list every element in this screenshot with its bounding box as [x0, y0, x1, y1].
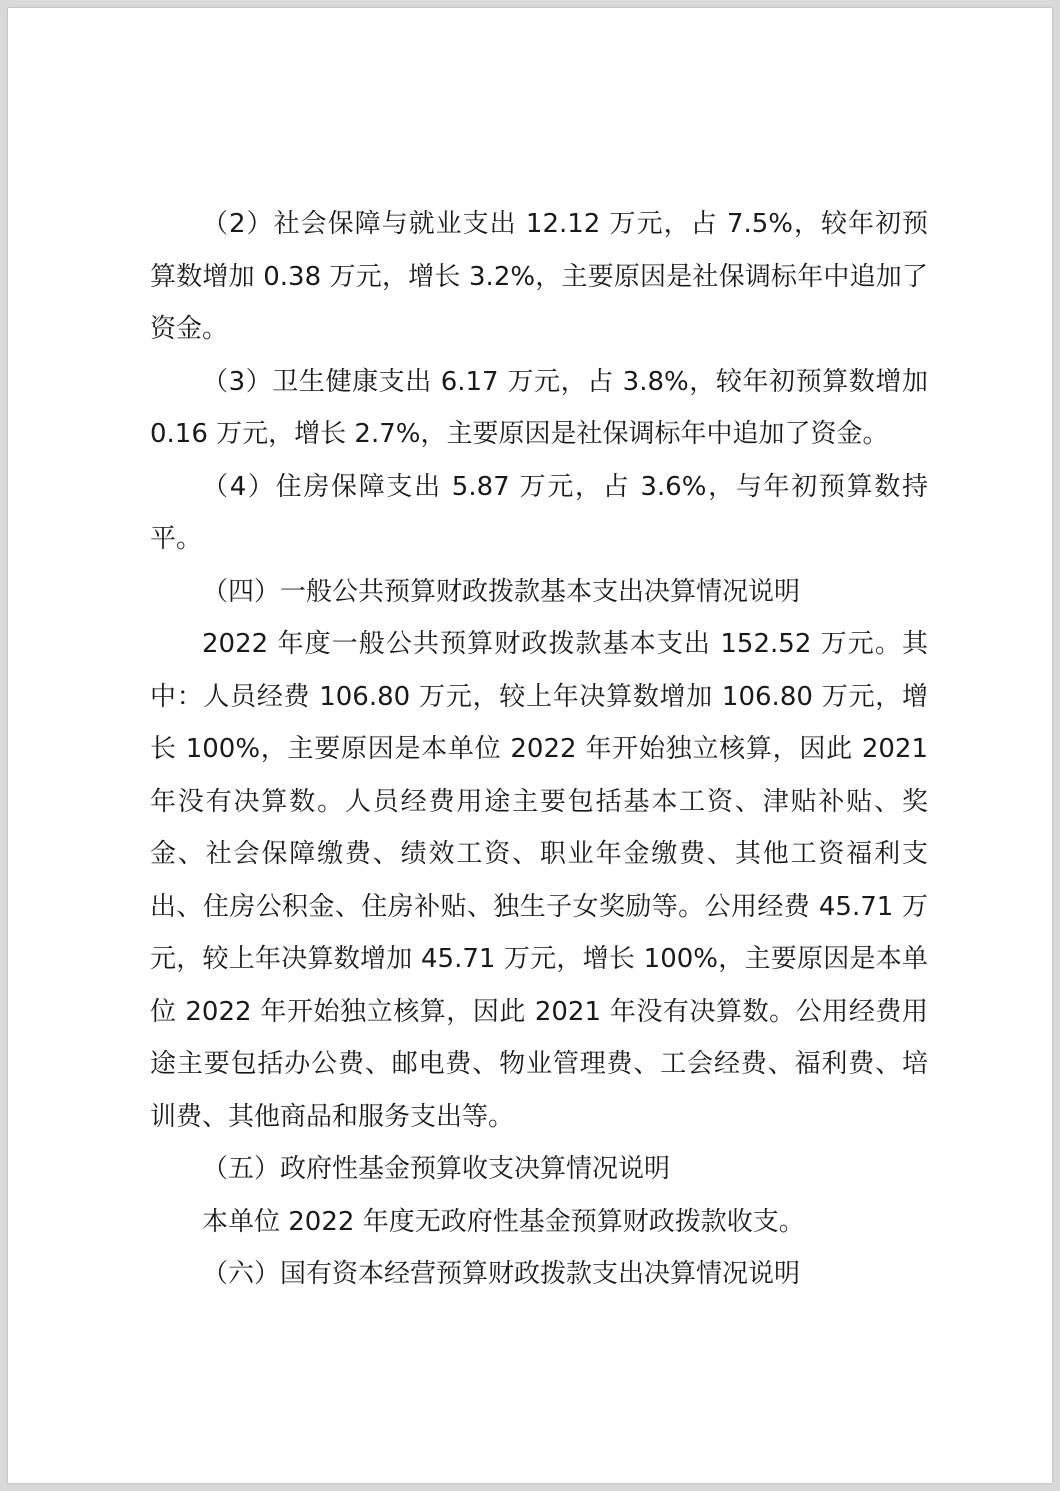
- document-page: [8, 8, 1052, 1483]
- document-body: [150, 198, 928, 1301]
- paragraph-housing-expenditure: （4）住房保障支出 5.87 万元，占 3.6%，与年初预算数持平。: [150, 471, 928, 554]
- section-heading-state-capital: （六）国有资本经营预算财政拨款支出决算情况说明: [202, 1259, 801, 1289]
- section-heading-government-fund: （五）政府性基金预算收支决算情况说明: [202, 1154, 671, 1184]
- paragraph-government-fund: 本单位 2022 年度无政府性基金预算财政拨款收支。: [202, 1206, 805, 1237]
- paragraph-basic-expenditure: 2022 年度一般公共预算财政拨款基本支出 152.52 万元。其中：人员经费 106.80 万元，较上年决算数增加 106.80 万元，增长 100%，主要原因是本单位 2022 年开始独立核算，因此 2021 年没有决算数。人员经费用途主要包括基本工资、津贴补贴、奖金、社会保障缴费、绩效工资、职业年金缴费、其他工资福利支出、住房公积金、住房补贴、独生子女奖励等。公用经费 45.71 万元，较上年决算数增加 45.71 万元，增长 100%，主要原因是本单位 2022 年开始独立核算，因此 2021 年没有决算数。公用经费用途主要包括办公费、邮电费、物业管理费、工会经费、福利费、培训费、其他商品和服务支出等。: [150, 629, 928, 1132]
- section-heading-basic-expenditure: （四）一般公共预算财政拨款基本支出决算情况说明: [202, 576, 801, 607]
- paragraph-health-expenditure: （3）卫生健康支出 6.17 万元，占 3.8%，较年初预算数增加 0.16 万元，增长 2.7%，主要原因是社保调标年中追加了资金。: [150, 366, 928, 449]
- paragraph-social-security-expenditure: （2）社会保障与就业支出 12.12 万元，占 7.5%，较年初预算数增加 0.38 万元，增长 3.2%，主要原因是社保调标年中追加了资金。: [150, 209, 928, 344]
